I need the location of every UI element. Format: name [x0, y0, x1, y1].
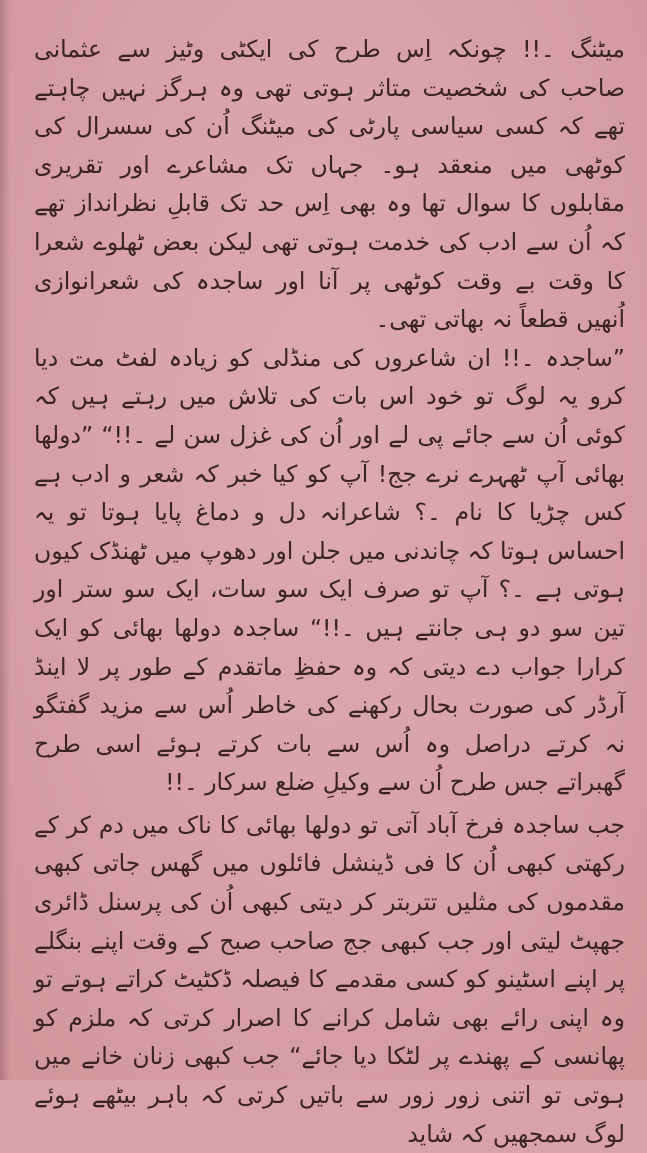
paragraph-sajida-dialogue: ”ساجدہ ۔!! ان شاعروں کی منڈلی کو زیادہ لفٹ مت دیا کرو یہ لوگ تو خود اس بات کی تلاش میں رہتے ہیں کہ کوئی اُن سے جائے پی لے اور اُن کی غزل سن لے ۔!!“ ”دولھا بھائی آپ ٹھہرے نرے جج! آپ کو کیا خبر کہ شعر و ادب ہے کس چڑیا کا نام ۔؟ شاعرانہ دل و دماغ پایا ہوتا تو یہ احساس ہوتا کہ چاندنی میں جلن اور دھوپ میں ٹھنڈک کیوں ہوتی ہے ۔؟ آپ تو صرف ایک سو سات، ایک سو ستر اور تین سو دو ہی جانتے ہیں ۔!!“ ساجدہ دولھا بھائی کو ایک کرارا جواب دے دیتی کہ وہ حفظِ ماتقدم کے طور پر لا اینڈ آرڈر کی صورت بحال رکھنے کی خاطر اُس سے مزید گفتگو نہ کرتے دراصل وہ اُس سے بات کرتے ہوئے اسی طرح گھبراتے جس طرح اُن سے وکیلِ ضلع سرکار ۔!!: [33, 343, 625, 797]
paragraph-meeting: میٹنگ ۔!! چونکہ اِس طرح کی ایکٹی وٹیز سے عثمانی صاحب کی شخصیت متاثر ہوتی تھی وہ ہرگز نہیں چاہتے تھے کہ کسی سیاسی پارٹی کی میٹنگ اُن کی سسرال کی کوٹھی میں منعقد ہو۔ جہاں تک مشاعرے اور تقریری مقابلوں کا سوال تھا وہ بھی اِس حد تک قابلِ نظرانداز تھے کہ اُن سے ادب کی خدمت ہوتی تھی لیکن بعض ٹھلوے شعرا کا وقت بے وقت کوٹھی پر آنا اور ساجدہ کی شعرانوازی اُنھیں قطعاً نہ بھاتی تھی۔: [34, 35, 625, 334]
page-edge-shadow: [0, 0, 10, 1080]
paragraph-farrukhabad: جب ساجدہ فرخ آباد آتی تو دولھا بھائی کا ناک میں دم کر کے رکھتی کبھی اُن کا فی ڈینشل فائلوں میں گھس جاتی کبھی مقدموں کی مثلیں تتربتر کر دیتی کبھی اُن کی پرسنل ڈائری جھپٹ لیتی اور جب کبھی جج صاحب صبح کے وقت اپنے بنگلے پر اپنے اسٹینو کو کسی مقدمے کا فیصلہ ڈکٹیٹ کراتے ہوتے تو وہ اپنی رائے بھی شامل کرانے کا اصرار کرتی کہ ملزم کو پھانسی کے پھندے پر لٹکا دیا جائے“ جب کبھی زنان خانے میں ہوتی تو اتنی زور زور سے باتیں کرتی کہ باہر بیٹھے ہوئے لوگ سمجھیں کہ شاید: [34, 810, 625, 1148]
urdu-text-body: [34, 30, 625, 1153]
